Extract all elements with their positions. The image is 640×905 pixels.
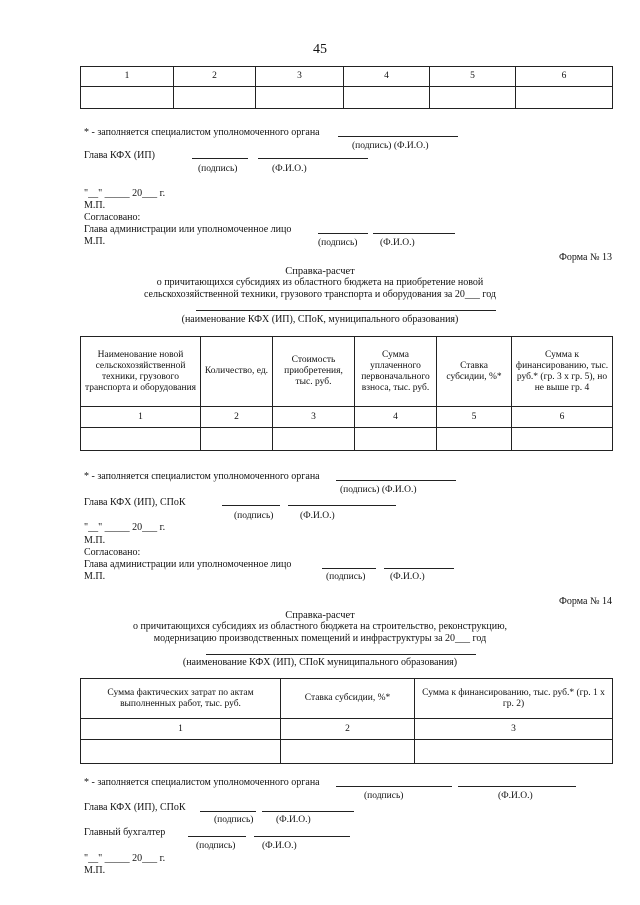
form14-acc-sign-caption: (подпись) xyxy=(196,841,236,851)
form13-col-rate: Ставка субсидии, %* xyxy=(437,337,512,407)
form14-empty-cell xyxy=(81,740,281,764)
form14-head-sign-caption: (подпись) xyxy=(214,815,254,825)
form13-head-sign-line xyxy=(222,505,280,506)
form13-agreed: Согласовано: xyxy=(84,547,141,558)
form14-acc-sign-line xyxy=(188,836,246,837)
form13-col-cost: Стоимость приобретения, тыс. руб. xyxy=(273,337,355,407)
top-col-2: 2 xyxy=(174,67,256,87)
form13-empty-cell xyxy=(201,428,273,451)
form13-note: * - заполняется специалистом уполномоченного органа xyxy=(84,471,320,482)
form13-subtitle-2: сельскохозяйственной техники, грузового транспорта и оборудования за 20___ год xyxy=(143,289,497,300)
top-col-6: 6 xyxy=(516,67,613,87)
form13-mp2: М.П. xyxy=(84,571,106,582)
form13-note-line xyxy=(336,480,456,481)
top-col-3: 3 xyxy=(256,67,344,87)
form13-admin-fio-caption: (Ф.И.О.) xyxy=(390,572,425,582)
top-col-5: 5 xyxy=(430,67,516,87)
block1-admin-label: Глава администрации или уполномоченное лицо xyxy=(84,224,292,235)
form13-date: "__" _____ 20___ г. xyxy=(84,522,166,533)
form13-num-6: 6 xyxy=(512,407,613,428)
form13-admin-fio-line xyxy=(384,568,454,569)
top-empty-cell xyxy=(81,87,174,109)
block1-mp: М.П. xyxy=(84,200,106,211)
form14-note-fio-line xyxy=(458,786,576,787)
block1-head-fio-caption: (Ф.И.О.) xyxy=(272,164,307,174)
form14-org-caption: (наименование КФХ (ИП), СПоК муниципального образования) xyxy=(182,657,458,668)
form13-admin-sign-line xyxy=(322,568,376,569)
block1-agreed: Согласовано: xyxy=(84,212,141,223)
form13-org-line xyxy=(196,310,496,311)
top-table xyxy=(80,66,613,109)
form14-empty-cell xyxy=(415,740,613,764)
form13-num-2: 2 xyxy=(201,407,273,428)
form13-col-down-payment: Сумма уплаченного первоначального взноса, тыс. руб. xyxy=(355,337,437,407)
form14-subtitle-1: о причитающихся субсидиях из областного бюджета на строительство, реконструкцию, xyxy=(132,621,508,632)
form14-date: "__" _____ 20___ г. xyxy=(84,853,166,864)
form14-num-1: 1 xyxy=(81,719,281,740)
block1-mp2: М.П. xyxy=(84,236,106,247)
form13-admin-label: Глава администрации или уполномоченное лицо xyxy=(84,559,292,570)
form14-head-fio-line xyxy=(262,811,354,812)
form13-head-fio-caption: (Ф.И.О.) xyxy=(300,511,335,521)
form14-head-label: Глава КФХ (ИП), СПоК xyxy=(84,802,186,813)
form13-head-sign-caption: (подпись) xyxy=(234,511,274,521)
block1-note: * - заполняется специалистом уполномоченного органа xyxy=(84,127,320,138)
form14-note-fio-caption: (Ф.И.О.) xyxy=(498,791,533,801)
block1-admin-sign-caption: (подпись) xyxy=(318,238,358,248)
top-empty-cell xyxy=(516,87,613,109)
form14-head-fio-caption: (Ф.И.О.) xyxy=(276,815,311,825)
top-empty-cell xyxy=(174,87,256,109)
form14-org-line xyxy=(206,654,476,655)
top-empty-cell xyxy=(344,87,430,109)
form13-empty-cell xyxy=(81,428,201,451)
form14-col-actual-costs: Сумма фактических затрат по актам выполненных работ, тыс. руб. xyxy=(81,679,281,719)
top-empty-cell xyxy=(430,87,516,109)
top-col-4: 4 xyxy=(344,67,430,87)
block1-head-label: Глава КФХ (ИП) xyxy=(84,150,155,161)
form13-table xyxy=(80,336,613,451)
form14-col-rate: Ставка субсидии, %* xyxy=(281,679,415,719)
form13-mp: М.П. xyxy=(84,535,106,546)
form13-number: Форма № 13 xyxy=(559,252,612,263)
form14-acc-fio-caption: (Ф.И.О.) xyxy=(262,841,297,851)
block1-date: "__" _____ 20___ г. xyxy=(84,188,166,199)
form14-subtitle-2: модернизацию производственных помещений и инфраструктуры за 20___ год xyxy=(153,633,487,644)
form14-accountant-label: Главный бухгалтер xyxy=(84,827,166,838)
block1-admin-sign-line xyxy=(318,233,368,234)
form13-num-5: 5 xyxy=(437,407,512,428)
form14-title: Справка-расчет xyxy=(285,610,355,621)
form13-col-name: Наименование новой сельскохозяйственной техники, грузового транспорта и оборудования xyxy=(81,337,201,407)
form13-num-1: 1 xyxy=(81,407,201,428)
form14-table xyxy=(80,678,613,764)
block1-head-sign-caption: (подпись) xyxy=(198,164,238,174)
form14-empty-cell xyxy=(281,740,415,764)
form14-number: Форма № 14 xyxy=(559,596,612,607)
top-empty-cell xyxy=(256,87,344,109)
form13-head-label: Глава КФХ (ИП), СПоК xyxy=(84,497,186,508)
block1-head-fio-line xyxy=(258,158,368,159)
form13-empty-cell xyxy=(355,428,437,451)
form14-col-amount: Сумма к финансированию, тыс. руб.* (гр. 1 х гр. 2) xyxy=(415,679,613,719)
block1-admin-fio-line xyxy=(373,233,455,234)
form14-num-2: 2 xyxy=(281,719,415,740)
form13-empty-cell xyxy=(512,428,613,451)
form13-note-caption: (подпись) (Ф.И.О.) xyxy=(340,485,417,495)
block1-note-caption: (подпись) (Ф.И.О.) xyxy=(352,141,429,151)
form13-empty-cell xyxy=(437,428,512,451)
form14-note-sign-caption: (подпись) xyxy=(364,791,404,801)
form13-admin-sign-caption: (подпись) xyxy=(326,572,366,582)
form14-head-sign-line xyxy=(200,811,256,812)
block1-head-sign-line xyxy=(192,158,248,159)
form14-num-3: 3 xyxy=(415,719,613,740)
form13-col-amount: Сумма к финансированию, тыс. руб.* (гр. 3 х гр. 5), но не выше гр. 4 xyxy=(512,337,613,407)
form13-org-caption: (наименование КФХ (ИП), СПоК, муниципального образования) xyxy=(181,314,459,325)
form13-num-3: 3 xyxy=(273,407,355,428)
form13-empty-cell xyxy=(273,428,355,451)
form13-num-4: 4 xyxy=(355,407,437,428)
form14-mp: М.П. xyxy=(84,865,106,876)
form13-subtitle-1: о причитающихся субсидиях из областного бюджета на приобретение новой xyxy=(156,277,484,288)
block1-admin-fio-caption: (Ф.И.О.) xyxy=(380,238,415,248)
form13-col-quantity: Количество, ед. xyxy=(201,337,273,407)
form14-note-sign-line xyxy=(336,786,452,787)
block1-note-line xyxy=(338,136,458,137)
form13-title: Справка-расчет xyxy=(285,266,355,277)
top-col-1: 1 xyxy=(81,67,174,87)
form13-head-fio-line xyxy=(288,505,396,506)
form14-note: * - заполняется специалистом уполномоченного органа xyxy=(84,777,320,788)
form14-acc-fio-line xyxy=(254,836,350,837)
page-number: 45 xyxy=(313,42,327,57)
